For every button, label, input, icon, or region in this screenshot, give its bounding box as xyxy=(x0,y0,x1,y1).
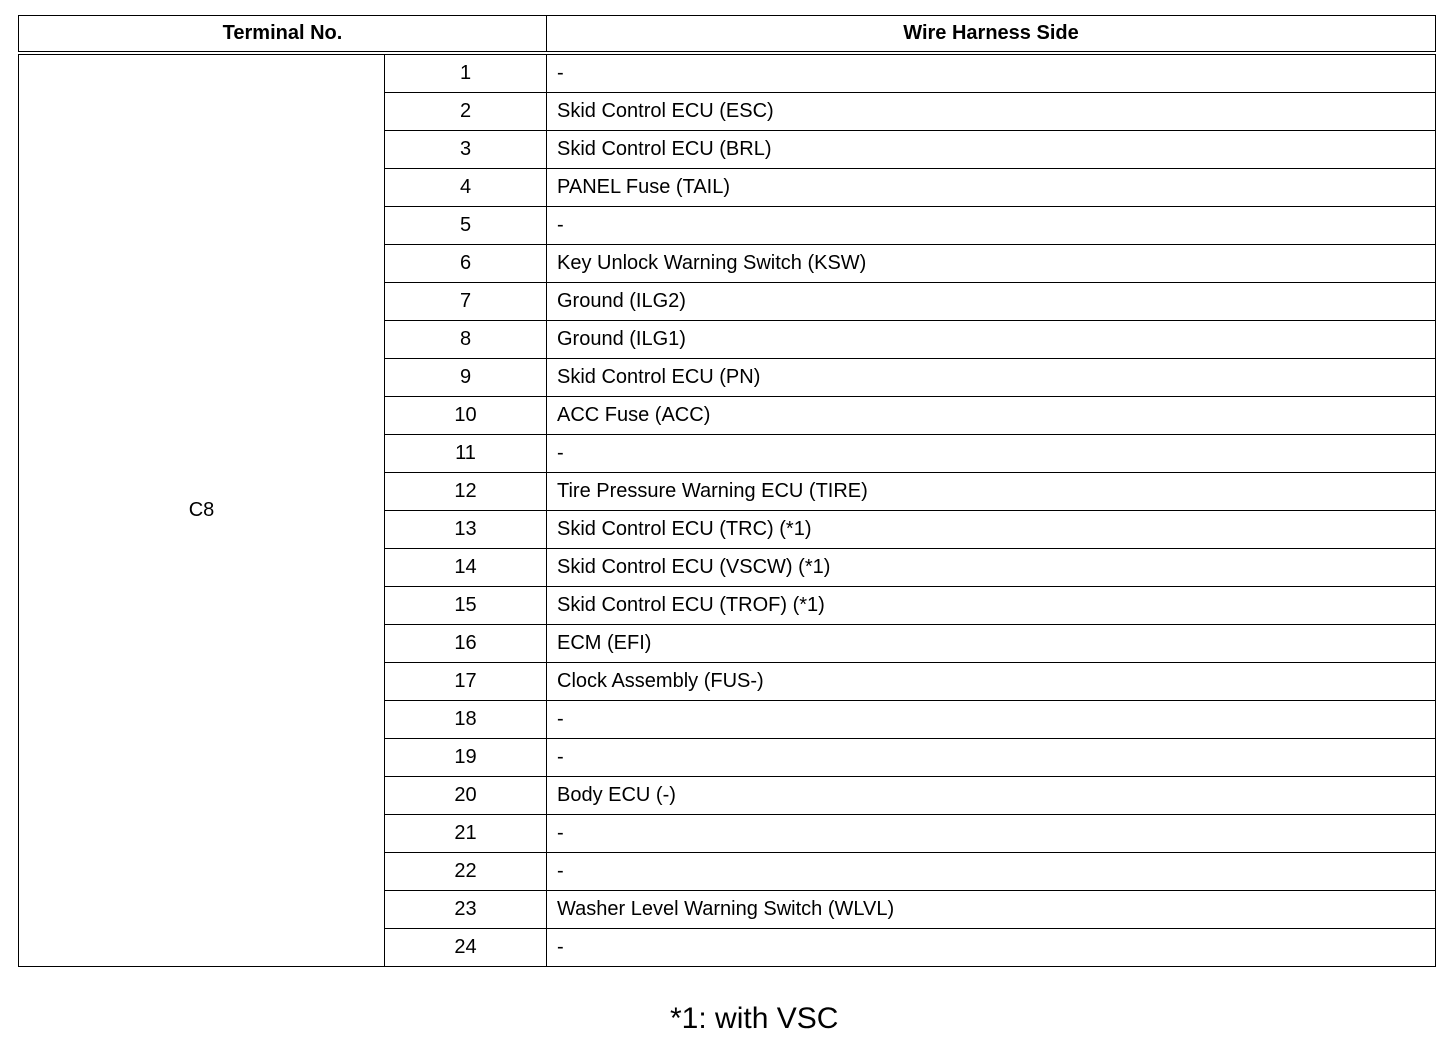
wire-harness-cell: Ground (ILG2) xyxy=(547,283,1436,321)
terminal-table xyxy=(18,15,1436,967)
wire-harness-cell: Ground (ILG1) xyxy=(547,321,1436,359)
wire-harness-cell: - xyxy=(547,929,1436,967)
pin-number-cell: 23 xyxy=(385,891,547,929)
pin-number-cell: 4 xyxy=(385,169,547,207)
pin-number-cell: 22 xyxy=(385,853,547,891)
pin-number-cell: 10 xyxy=(385,397,547,435)
pin-number-cell: 6 xyxy=(385,245,547,283)
pin-number-cell: 14 xyxy=(385,549,547,587)
wire-harness-cell: Skid Control ECU (BRL) xyxy=(547,131,1436,169)
footnote: *1: with VSC xyxy=(670,1002,839,1035)
wire-harness-cell: - xyxy=(547,815,1436,853)
pin-number-cell: 20 xyxy=(385,777,547,815)
wire-harness-cell: Key Unlock Warning Switch (KSW) xyxy=(547,245,1436,283)
wire-harness-cell: PANEL Fuse (TAIL) xyxy=(547,169,1436,207)
pin-number-cell: 7 xyxy=(385,283,547,321)
wire-harness-cell: Skid Control ECU (VSCW) (*1) xyxy=(547,549,1436,587)
document xyxy=(18,15,1435,967)
pin-number-cell: 16 xyxy=(385,625,547,663)
wire-harness-cell: Skid Control ECU (TRC) (*1) xyxy=(547,511,1436,549)
connector-cell: C8 xyxy=(19,53,385,967)
wire-harness-cell: ECM (EFI) xyxy=(547,625,1436,663)
wire-harness-cell: Tire Pressure Warning ECU (TIRE) xyxy=(547,473,1436,511)
table-body xyxy=(19,53,1436,967)
pin-number-cell: 18 xyxy=(385,701,547,739)
pin-number-cell: 8 xyxy=(385,321,547,359)
wire-harness-cell: - xyxy=(547,207,1436,245)
wire-harness-cell: Skid Control ECU (ESC) xyxy=(547,93,1436,131)
header-row xyxy=(19,16,1436,54)
pin-number-cell: 2 xyxy=(385,93,547,131)
wire-harness-cell: - xyxy=(547,739,1436,777)
pin-number-cell: 9 xyxy=(385,359,547,397)
wire-harness-cell: - xyxy=(547,53,1436,93)
wire-harness-cell: Skid Control ECU (TROF) (*1) xyxy=(547,587,1436,625)
wire-harness-cell: Clock Assembly (FUS-) xyxy=(547,663,1436,701)
header-wire-harness-side: Wire Harness Side xyxy=(547,16,1436,54)
wire-harness-cell: Skid Control ECU (PN) xyxy=(547,359,1436,397)
pin-number-cell: 15 xyxy=(385,587,547,625)
pin-number-cell: 1 xyxy=(385,53,547,93)
wire-harness-cell: - xyxy=(547,853,1436,891)
pin-number-cell: 3 xyxy=(385,131,547,169)
pin-number-cell: 19 xyxy=(385,739,547,777)
pin-number-cell: 11 xyxy=(385,435,547,473)
pin-number-cell: 12 xyxy=(385,473,547,511)
wire-harness-cell: Washer Level Warning Switch (WLVL) xyxy=(547,891,1436,929)
wire-harness-cell: - xyxy=(547,701,1436,739)
header-terminal-no: Terminal No. xyxy=(19,16,547,54)
pin-number-cell: 24 xyxy=(385,929,547,967)
pin-number-cell: 13 xyxy=(385,511,547,549)
wire-harness-cell: Body ECU (-) xyxy=(547,777,1436,815)
wire-harness-cell: - xyxy=(547,435,1436,473)
pin-number-cell: 5 xyxy=(385,207,547,245)
pin-number-cell: 21 xyxy=(385,815,547,853)
table-row xyxy=(19,53,1436,93)
wire-harness-cell: ACC Fuse (ACC) xyxy=(547,397,1436,435)
pin-number-cell: 17 xyxy=(385,663,547,701)
